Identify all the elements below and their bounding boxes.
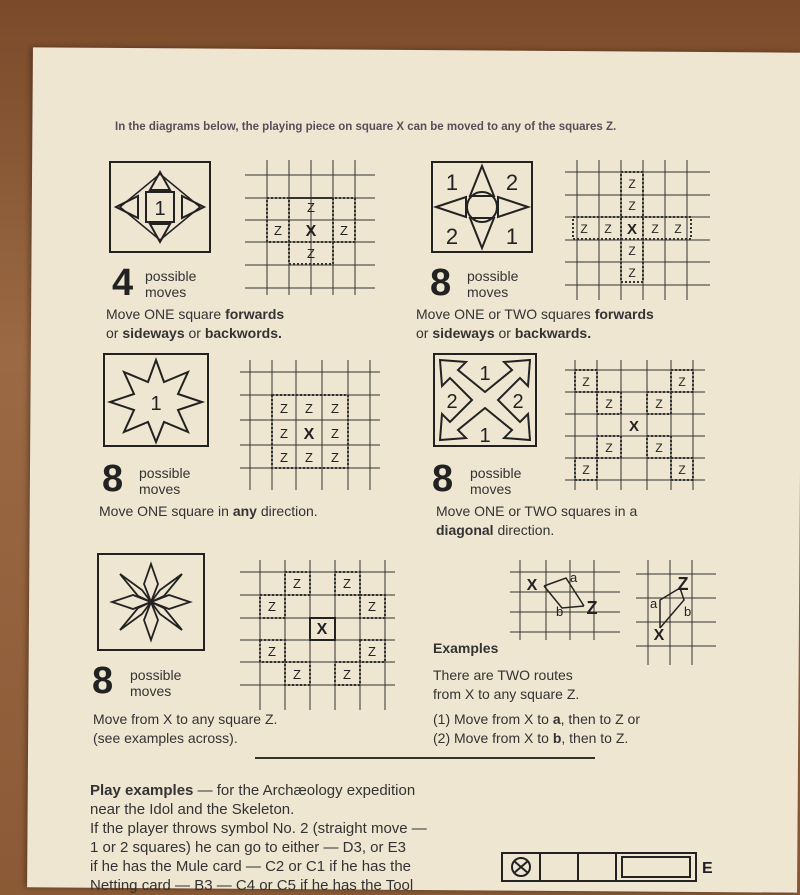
example-grid-vertical: [636, 560, 716, 665]
svg-text:Z: Z: [280, 426, 288, 441]
svg-text:Z: Z: [628, 177, 636, 191]
svg-text:Z: Z: [586, 598, 598, 618]
svg-text:Z: Z: [343, 667, 351, 682]
intro-text: In the diagrams below, the playing piece on square X can be moved to any of the squares Z.: [115, 121, 617, 133]
svg-text:Z: Z: [307, 200, 315, 215]
svg-text:Z: Z: [274, 223, 282, 238]
symbol-icon-straight-two: [430, 160, 534, 254]
possible-label: possible moves: [139, 465, 191, 497]
svg-text:2: 2: [512, 391, 524, 413]
moves-count: 8: [102, 458, 124, 500]
examples-text: There are TWO routes from X to any square Z.: [433, 667, 580, 702]
symbol-icon-star-one: [102, 352, 210, 448]
svg-text:Z: Z: [678, 375, 686, 389]
svg-text:Z: Z: [280, 401, 288, 416]
possible-label: possible moves: [470, 465, 522, 497]
svg-text:Z: Z: [368, 644, 376, 659]
svg-text:Z: Z: [582, 463, 590, 477]
svg-text:2: 2: [446, 391, 458, 413]
svg-text:1: 1: [479, 363, 491, 385]
svg-text:Z: Z: [678, 463, 686, 477]
svg-text:Z: Z: [605, 397, 613, 411]
svg-text:Z: Z: [368, 599, 376, 614]
symbol-icon-diagonal: [432, 352, 538, 448]
svg-text:X: X: [526, 577, 538, 594]
svg-text:b: b: [556, 604, 564, 619]
svg-text:Z: Z: [628, 199, 636, 213]
possible-label: possible moves: [130, 667, 182, 699]
symbol-icon-knight: [96, 552, 206, 652]
svg-text:1: 1: [445, 170, 459, 195]
svg-text:Z: Z: [655, 397, 663, 411]
play-examples-heading: Play examples — for the Archæology expedition near the Idol and the Skeleton.: [90, 782, 416, 818]
move-grid-8-straight: [565, 160, 710, 300]
move-description: Move ONE square in any direction.: [99, 503, 318, 519]
svg-text:2: 2: [445, 224, 459, 249]
svg-text:X: X: [628, 418, 640, 435]
possible-label: possible moves: [145, 268, 197, 300]
svg-text:X: X: [303, 426, 315, 443]
svg-text:Z: Z: [651, 222, 659, 236]
svg-text:Z: Z: [268, 644, 276, 659]
move-grid-8-any: [240, 360, 380, 490]
svg-text:Z: Z: [582, 375, 590, 389]
svg-text:1: 1: [505, 224, 519, 249]
svg-text:Z: Z: [280, 450, 288, 465]
move-description: Move ONE or TWO squares forwards or sideways or backwards.: [416, 306, 654, 341]
svg-text:Z: Z: [305, 401, 313, 416]
svg-text:1: 1: [150, 393, 162, 415]
move-description: Move ONE square forwards or sideways or backwords.: [106, 306, 285, 341]
section-divider: [255, 757, 595, 759]
example-grid-horizontal: [510, 560, 620, 640]
move-grid-8-knight: [240, 560, 395, 710]
board-fragment: [500, 851, 720, 881]
svg-text:Z: Z: [674, 222, 682, 236]
svg-text:X: X: [653, 627, 665, 644]
svg-text:Z: Z: [307, 246, 315, 261]
svg-text:Z: Z: [677, 574, 689, 594]
svg-text:Z: Z: [605, 441, 613, 455]
svg-text:1: 1: [479, 425, 491, 447]
svg-text:Z: Z: [331, 450, 339, 465]
svg-text:Z: Z: [655, 441, 663, 455]
svg-text:Z: Z: [580, 222, 588, 236]
svg-text:Z: Z: [604, 222, 612, 236]
possible-label: possible moves: [467, 268, 519, 300]
move-grid-4: [245, 160, 375, 295]
examples-title: Examples: [433, 640, 499, 656]
svg-text:Z: Z: [293, 667, 301, 682]
svg-text:a: a: [570, 570, 578, 585]
svg-text:X: X: [305, 223, 317, 240]
svg-text:Z: Z: [331, 426, 339, 441]
icon-number: 1: [154, 198, 166, 220]
svg-text:Z: Z: [628, 244, 636, 258]
svg-text:Z: Z: [628, 266, 636, 280]
move-description: Move from X to any square Z. (see examples across).: [93, 711, 278, 746]
play-examples-text: If the player throws symbol No. 2 (straight move — 1 or 2 squares) he can go to either — D3, or E3 if he has the Mule card — C2 or C1 if he has the Netting card — B3 — C4 or C5 if he has the Tool: [90, 820, 427, 894]
svg-text:X: X: [316, 621, 328, 638]
examples-routes: (1) Move from X to a, then to Z or (2) Move from X to b, then to Z.: [433, 711, 640, 746]
symbol-icon-straight-one: [108, 160, 212, 254]
svg-text:X: X: [626, 221, 638, 238]
svg-text:Z: Z: [268, 599, 276, 614]
moves-count: 8: [92, 660, 114, 702]
moves-count: 4: [112, 262, 134, 304]
svg-text:a: a: [650, 596, 658, 611]
svg-text:Z: Z: [305, 450, 313, 465]
svg-text:Z: Z: [343, 576, 351, 591]
svg-text:Z: Z: [331, 401, 339, 416]
svg-text:Z: Z: [340, 223, 348, 238]
move-description: Move ONE or TWO squares in a diagonal direction.: [436, 503, 638, 538]
moves-count: 8: [430, 262, 452, 304]
moves-count: 8: [432, 458, 454, 500]
svg-text:b: b: [684, 604, 692, 619]
svg-text:2: 2: [505, 170, 519, 195]
move-grid-8-diagonal: [565, 360, 705, 490]
board-row-label: E: [702, 860, 713, 877]
svg-text:Z: Z: [293, 576, 301, 591]
